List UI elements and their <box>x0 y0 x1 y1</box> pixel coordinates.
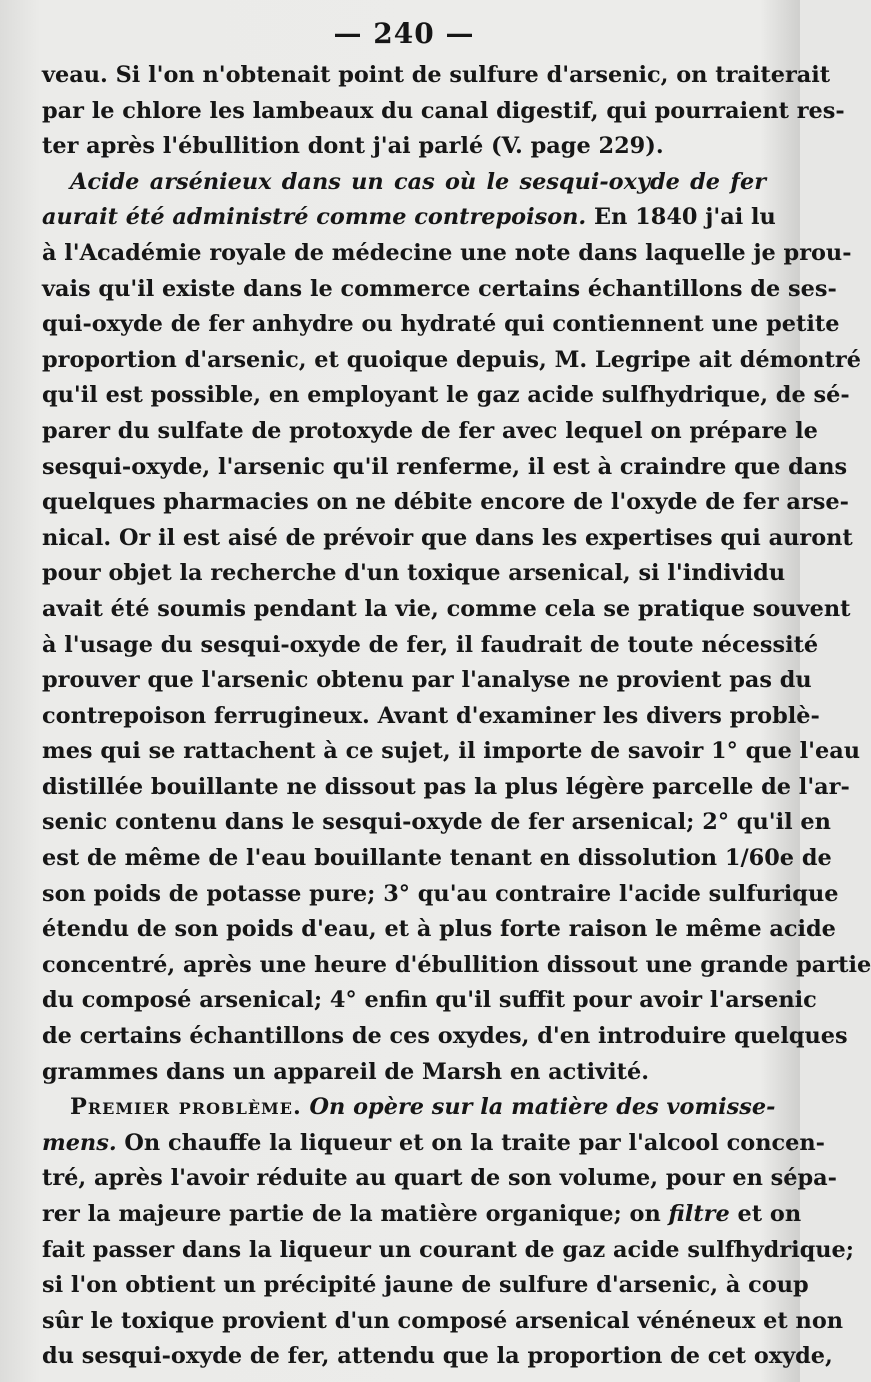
text-line <box>42 200 776 236</box>
text-line <box>42 1197 802 1233</box>
text-line: du composé arsenical; 4° enfin qu'il suffit pour avoir l'arsenic <box>42 987 817 1014</box>
section-heading-line: Acide arsénieux dans un cas où le sesqui-oxyde de fer <box>70 168 766 195</box>
text-line: prouver que l'arsenic obtenu par l'analyse ne provient pas du <box>42 667 812 694</box>
text-line: distillée bouillante ne dissout pas la plus légère parcelle de l'ar- <box>42 773 850 800</box>
text-line: nical. Or il est aisé de prévoir que dans les expertises qui auront <box>42 524 853 551</box>
text-line: senic contenu dans le sesqui-oxyde de fer arsenical; 2° qu'il en <box>42 809 831 836</box>
text-line: avait été soumis pendant la vie, comme cela se pratique souvent <box>42 595 851 622</box>
text-line: étendu de son poids d'eau, et à plus forte raison le même acide <box>42 916 836 943</box>
text-line: veau. Si l'on n'obtenait point de sulfure d'arsenic, on traiterait <box>42 62 831 88</box>
text-line: fait passer dans la liqueur un courant de gaz acide sulfhydrique; <box>42 1236 855 1263</box>
text-line: du sesqui-oxyde de fer, attendu que la proportion de cet oxyde, <box>42 1343 833 1370</box>
text-line <box>42 1126 825 1162</box>
text-line: à l'usage du sesqui-oxyde de fer, il faudrait de toute nécessité <box>42 631 819 658</box>
text-line: sûr le toxique provient d'un composé arsenical vénéneux et non <box>42 1307 844 1334</box>
text-line: vais qu'il existe dans le commerce certains échantillons de ses- <box>42 275 837 302</box>
text-line: qu'il est possible, en employant le gaz acide sulfhydrique, de sé- <box>42 382 850 409</box>
section-heading-end: aurait été administré comme contrepoison. <box>42 204 587 231</box>
text-line: si l'on obtient un précipité jaune de sulfure d'arsenic, à coup <box>42 1272 809 1299</box>
section-heading-end: mens. <box>42 1129 117 1156</box>
text-line: quelques pharmacies on ne débite encore de l'oxyde de fer arse- <box>42 489 849 516</box>
text-line <box>42 1090 776 1126</box>
paragraph-1 <box>42 58 845 165</box>
section-label: Premier problème. <box>70 1094 302 1121</box>
text-line: son poids de potasse pure; 3° qu'au contraire l'acide sulfurique <box>42 880 839 907</box>
text-run: et on <box>729 1201 802 1227</box>
paragraph-3 <box>42 1090 855 1375</box>
text-line: à l'Académie royale de médecine une note dans laquelle je prou- <box>42 239 852 266</box>
text-line: parer du sulfate de protoxyde de fer avec lequel on prépare le <box>42 417 818 444</box>
section-heading-line: On opère sur la matière des vomisse- <box>301 1094 776 1121</box>
text-run: On chauffe la liqueur et on la traite par l'alcool concen- <box>116 1129 825 1156</box>
text-line: qui-oxyde de fer anhydre ou hydraté qui contiennent une petite <box>42 311 840 338</box>
text-line: sesqui-oxyde, l'arsenic qu'il renferme, il est à craindre que dans <box>42 453 848 480</box>
text-line: est de même de l'eau bouillante tenant en dissolution 1/60e de <box>42 845 832 872</box>
text-line: ter après l'ébullition dont j'ai parlé (V. page 229). <box>42 133 664 160</box>
text-line: proportion d'arsenic, et quoique depuis, M. Legripe ait démontré <box>42 346 861 373</box>
text-line: de certains échantillons de ces oxydes, d'en introduire quelques <box>42 1023 848 1050</box>
text-line: contrepoison ferrugineux. Avant d'examiner les divers problè- <box>42 702 820 729</box>
text-line: tré, après l'avoir réduite au quart de son volume, pour en sépa- <box>42 1165 837 1192</box>
text-run: En 1840 j'ai lu <box>586 204 776 231</box>
text-line: grammes dans un appareil de Marsh en activité. <box>42 1058 650 1085</box>
text-line: concentré, après une heure d'ébullition dissout une grande partie <box>42 951 871 978</box>
text-line: pour objet la recherche d'un toxique arsenical, si l'individu <box>42 560 786 587</box>
text-line: mes qui se rattachent à ce sujet, il importe de savoir 1° que l'eau <box>42 738 861 765</box>
italic-word: filtre <box>668 1201 730 1227</box>
text-run: rer la majeure partie de la matière organique; on <box>42 1201 669 1227</box>
page-number: — 240 — <box>333 17 475 50</box>
text-line: par le chlore les lambeaux du canal digestif, qui pourraient res- <box>42 97 845 124</box>
paragraph-2 <box>42 165 871 1090</box>
